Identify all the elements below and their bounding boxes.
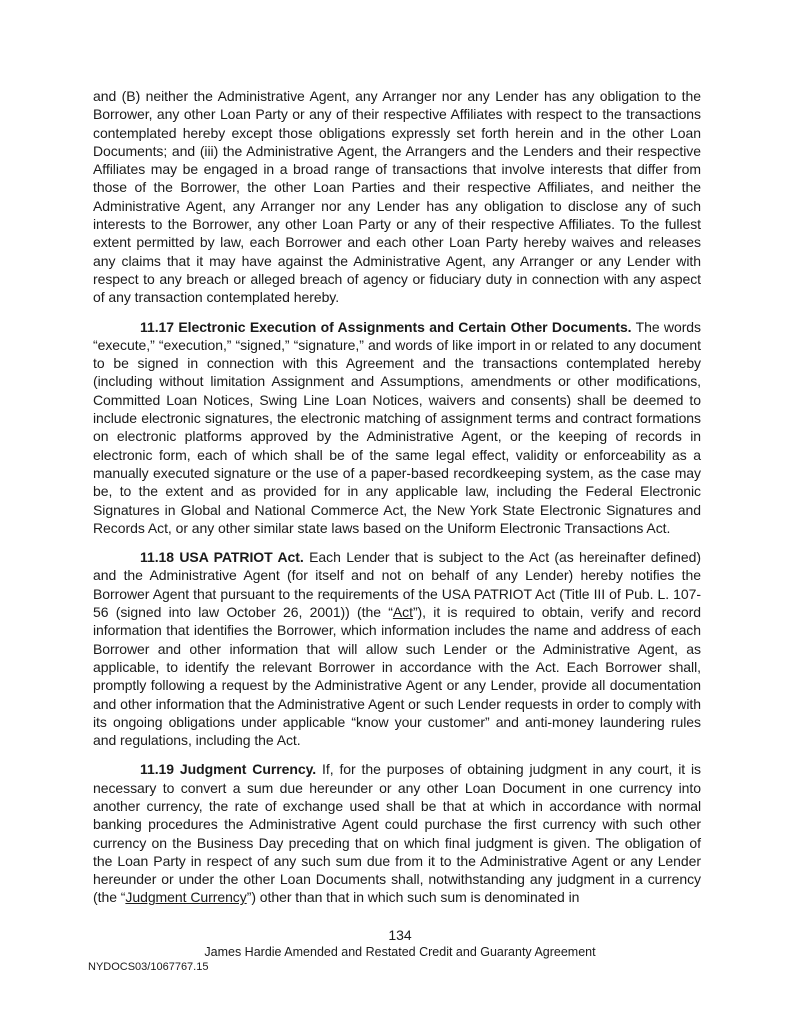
section-heading: 11.18 USA PATRIOT Act. (140, 549, 304, 566)
document-reference-number: NYDOCS03/1067767.15 (88, 961, 209, 973)
text-run: If, for the purposes of obtaining judgment in any court, it is necessary to convert a sum due hereunder or any other Loan Document in one currency into another currency, the rate of exchange used shall be that at which in accordance with normal banking procedures the Administrative Agent could purchase the first currency with such other currency on the Business Day preceding that on which final judgment is given. The obligation of the Loan Party in respect of any such sum due from it to the Administrative Agent or any Lender hereunder or under the other Loan Documents shall, notwithstanding any judgment in a currency (the “ (93, 761, 701, 906)
section-11-19-judgment-currency (93, 760, 701, 906)
text-run: The words “execute,” “execution,” “signed,” “signature,” and words of like import in or related to any document to be signed in connection with this Agreement and the transactions contemplated hereby (including without limitation Assignment and Assumptions, amendments or other modifications, Committed Loan Notices, Swing Line Loan Notices, waivers and consents) shall be deemed to include electronic signatures, the electronic matching of assignment terms and contract formations on electronic platforms approved by the Administrative Agent, or the keeping of records in electronic form, each of which shall be of the same legal effect, validity or enforceability as a manually executed signature or the use of a paper-based recordkeeping system, as the case may be, to the extent and as provided for in any applicable law, including the Federal Electronic Signatures in Global and National Commerce Act, the New York State Electronic Signatures and Records Act, or any other similar state laws based on the Uniform Electronic Transactions Act. (93, 318, 701, 536)
section-11-18-usa-patriot-act (93, 548, 701, 749)
defined-term: Act (392, 604, 413, 621)
section-heading: 11.17 Electronic Execution of Assignments and Certain Other Documents. (140, 318, 632, 335)
document-body (93, 87, 701, 907)
text-run: Each Lender that is subject to the Act (as hereinafter defined) and the Administrative Agent (for itself and not on behalf of any Lender) hereby notifies the Borrower Agent that pursuant to the requirements of the USA PATRIOT Act (Title III of Pub. L. 107-56 (signed into law October 26, 2001)) (the “ (93, 549, 701, 621)
continuation-paragraph (93, 87, 701, 307)
text-run: ”) other than that in which such sum is denominated in (246, 889, 580, 906)
text-run: and (B) neither the Administrative Agent, any Arranger nor any Lender has any obligation to the Borrower, any other Loan Party or any of their respective Affiliates with respect to the transactions contemplated hereby except those obligations expressly set forth herein and in the other Loan Documents; and (iii) the Administrative Agent, the Arrangers and the Lenders and their respective Affiliates may be engaged in a broad range of transactions that involve interests that differ from those of the Borrower, the other Loan Parties and their respective Affiliates, and neither the Administrative Agent, any Arranger nor any Lender has any obligation to disclose any of such interests to the Borrower, any other Loan Party or any of their respective Affiliates. To the fullest extent permitted by law, each Borrower and each other Loan Party hereby waives and releases any claims that it may have against the Administrative Agent, any Arranger or any Lender with respect to any breach or alleged breach of agency or fiduciary duty in connection with any aspect of any transaction contemplated hereby. (93, 88, 701, 306)
section-heading: 11.19 Judgment Currency. (140, 761, 317, 778)
page-number: 134 (388, 927, 412, 943)
section-11-17-electronic-execution (93, 318, 701, 538)
defined-term: Judgment Currency (125, 889, 247, 906)
footer-document-title: James Hardie Amended and Restated Credit and Guaranty Agreement (204, 945, 596, 959)
text-run: ”), it is required to obtain, verify and record information that identifies the Borrower, which information includes the name and address of each Borrower and other information that will allow such Lender or the Administrative Agent, as applicable, to identify the relevant Borrower in accordance with the Act. Each Borrower shall, promptly following a request by the Administrative Agent or any Lender, provide all documentation and other information that the Administrative Agent or such Lender requests in order to comply with its ongoing obligations under applicable “know your customer” and anti-money laundering rules and regulations, including the Act. (93, 604, 701, 749)
